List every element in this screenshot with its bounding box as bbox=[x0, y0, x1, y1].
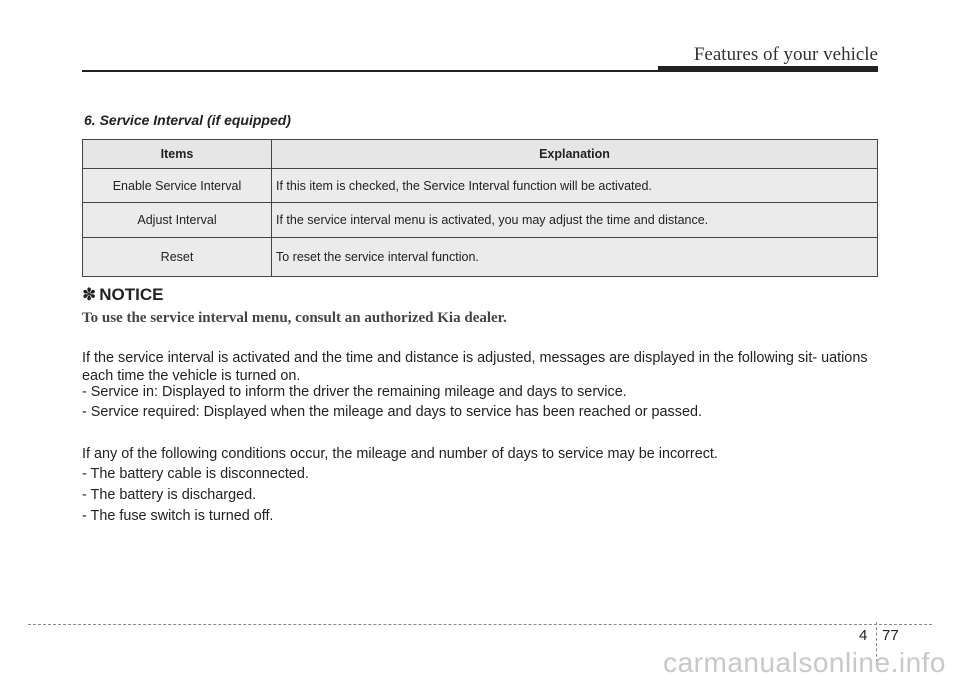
notice-heading bbox=[82, 285, 163, 305]
table-cell-explanation: If this item is checked, the Service Interval function will be activated. bbox=[272, 169, 878, 203]
notice-star-icon: ✽ bbox=[82, 285, 97, 304]
section-title: 6. Service Interval (if equipped) bbox=[84, 112, 291, 128]
table-cell-explanation: To reset the service interval function. bbox=[272, 238, 878, 277]
list-item: - The battery cable is disconnected. bbox=[82, 466, 309, 482]
header-rule-thin bbox=[82, 70, 660, 72]
chapter-number: 4 bbox=[859, 627, 868, 644]
notice-title: NOTICE bbox=[99, 285, 164, 304]
column-header-explanation: Explanation bbox=[272, 140, 878, 169]
table-cell-item: Reset bbox=[83, 238, 272, 277]
table-row bbox=[83, 169, 878, 203]
page-number: 77 bbox=[882, 627, 899, 644]
notice-paragraph-1: If the service interval is activated and the time and distance is adjusted, messages are displayed in the following sit- uations each time the vehicle is turned on. bbox=[82, 350, 868, 384]
list-item: - Service required: Displayed when the mileage and days to service has been reached or passed. bbox=[82, 404, 702, 420]
table-cell-item: Enable Service Interval bbox=[83, 169, 272, 203]
table-row bbox=[83, 203, 878, 238]
table-header-row bbox=[83, 140, 878, 169]
table-cell-item: Adjust Interval bbox=[83, 203, 272, 238]
header-rule-thick bbox=[658, 66, 878, 72]
table-cell-explanation: If the service interval menu is activated, you may adjust the time and distance. bbox=[272, 203, 878, 238]
footer-rule bbox=[28, 624, 932, 625]
column-header-items: Items bbox=[83, 140, 272, 169]
notice-subtitle: To use the service interval menu, consult an authorized Kia dealer. bbox=[82, 310, 507, 326]
list-item: - Service in: Displayed to inform the driver the remaining mileage and days to service. bbox=[82, 384, 627, 400]
watermark: carmanualsonline.info bbox=[663, 647, 946, 678]
table-row bbox=[83, 238, 878, 277]
list-item: - The fuse switch is turned off. bbox=[82, 508, 274, 524]
notice-paragraph-2: If any of the following conditions occur, the mileage and number of days to service may be incorrect. bbox=[82, 446, 718, 462]
list-item: - The battery is discharged. bbox=[82, 487, 257, 503]
service-interval-table bbox=[82, 139, 878, 277]
page-header-title: Features of your vehicle bbox=[693, 44, 878, 65]
